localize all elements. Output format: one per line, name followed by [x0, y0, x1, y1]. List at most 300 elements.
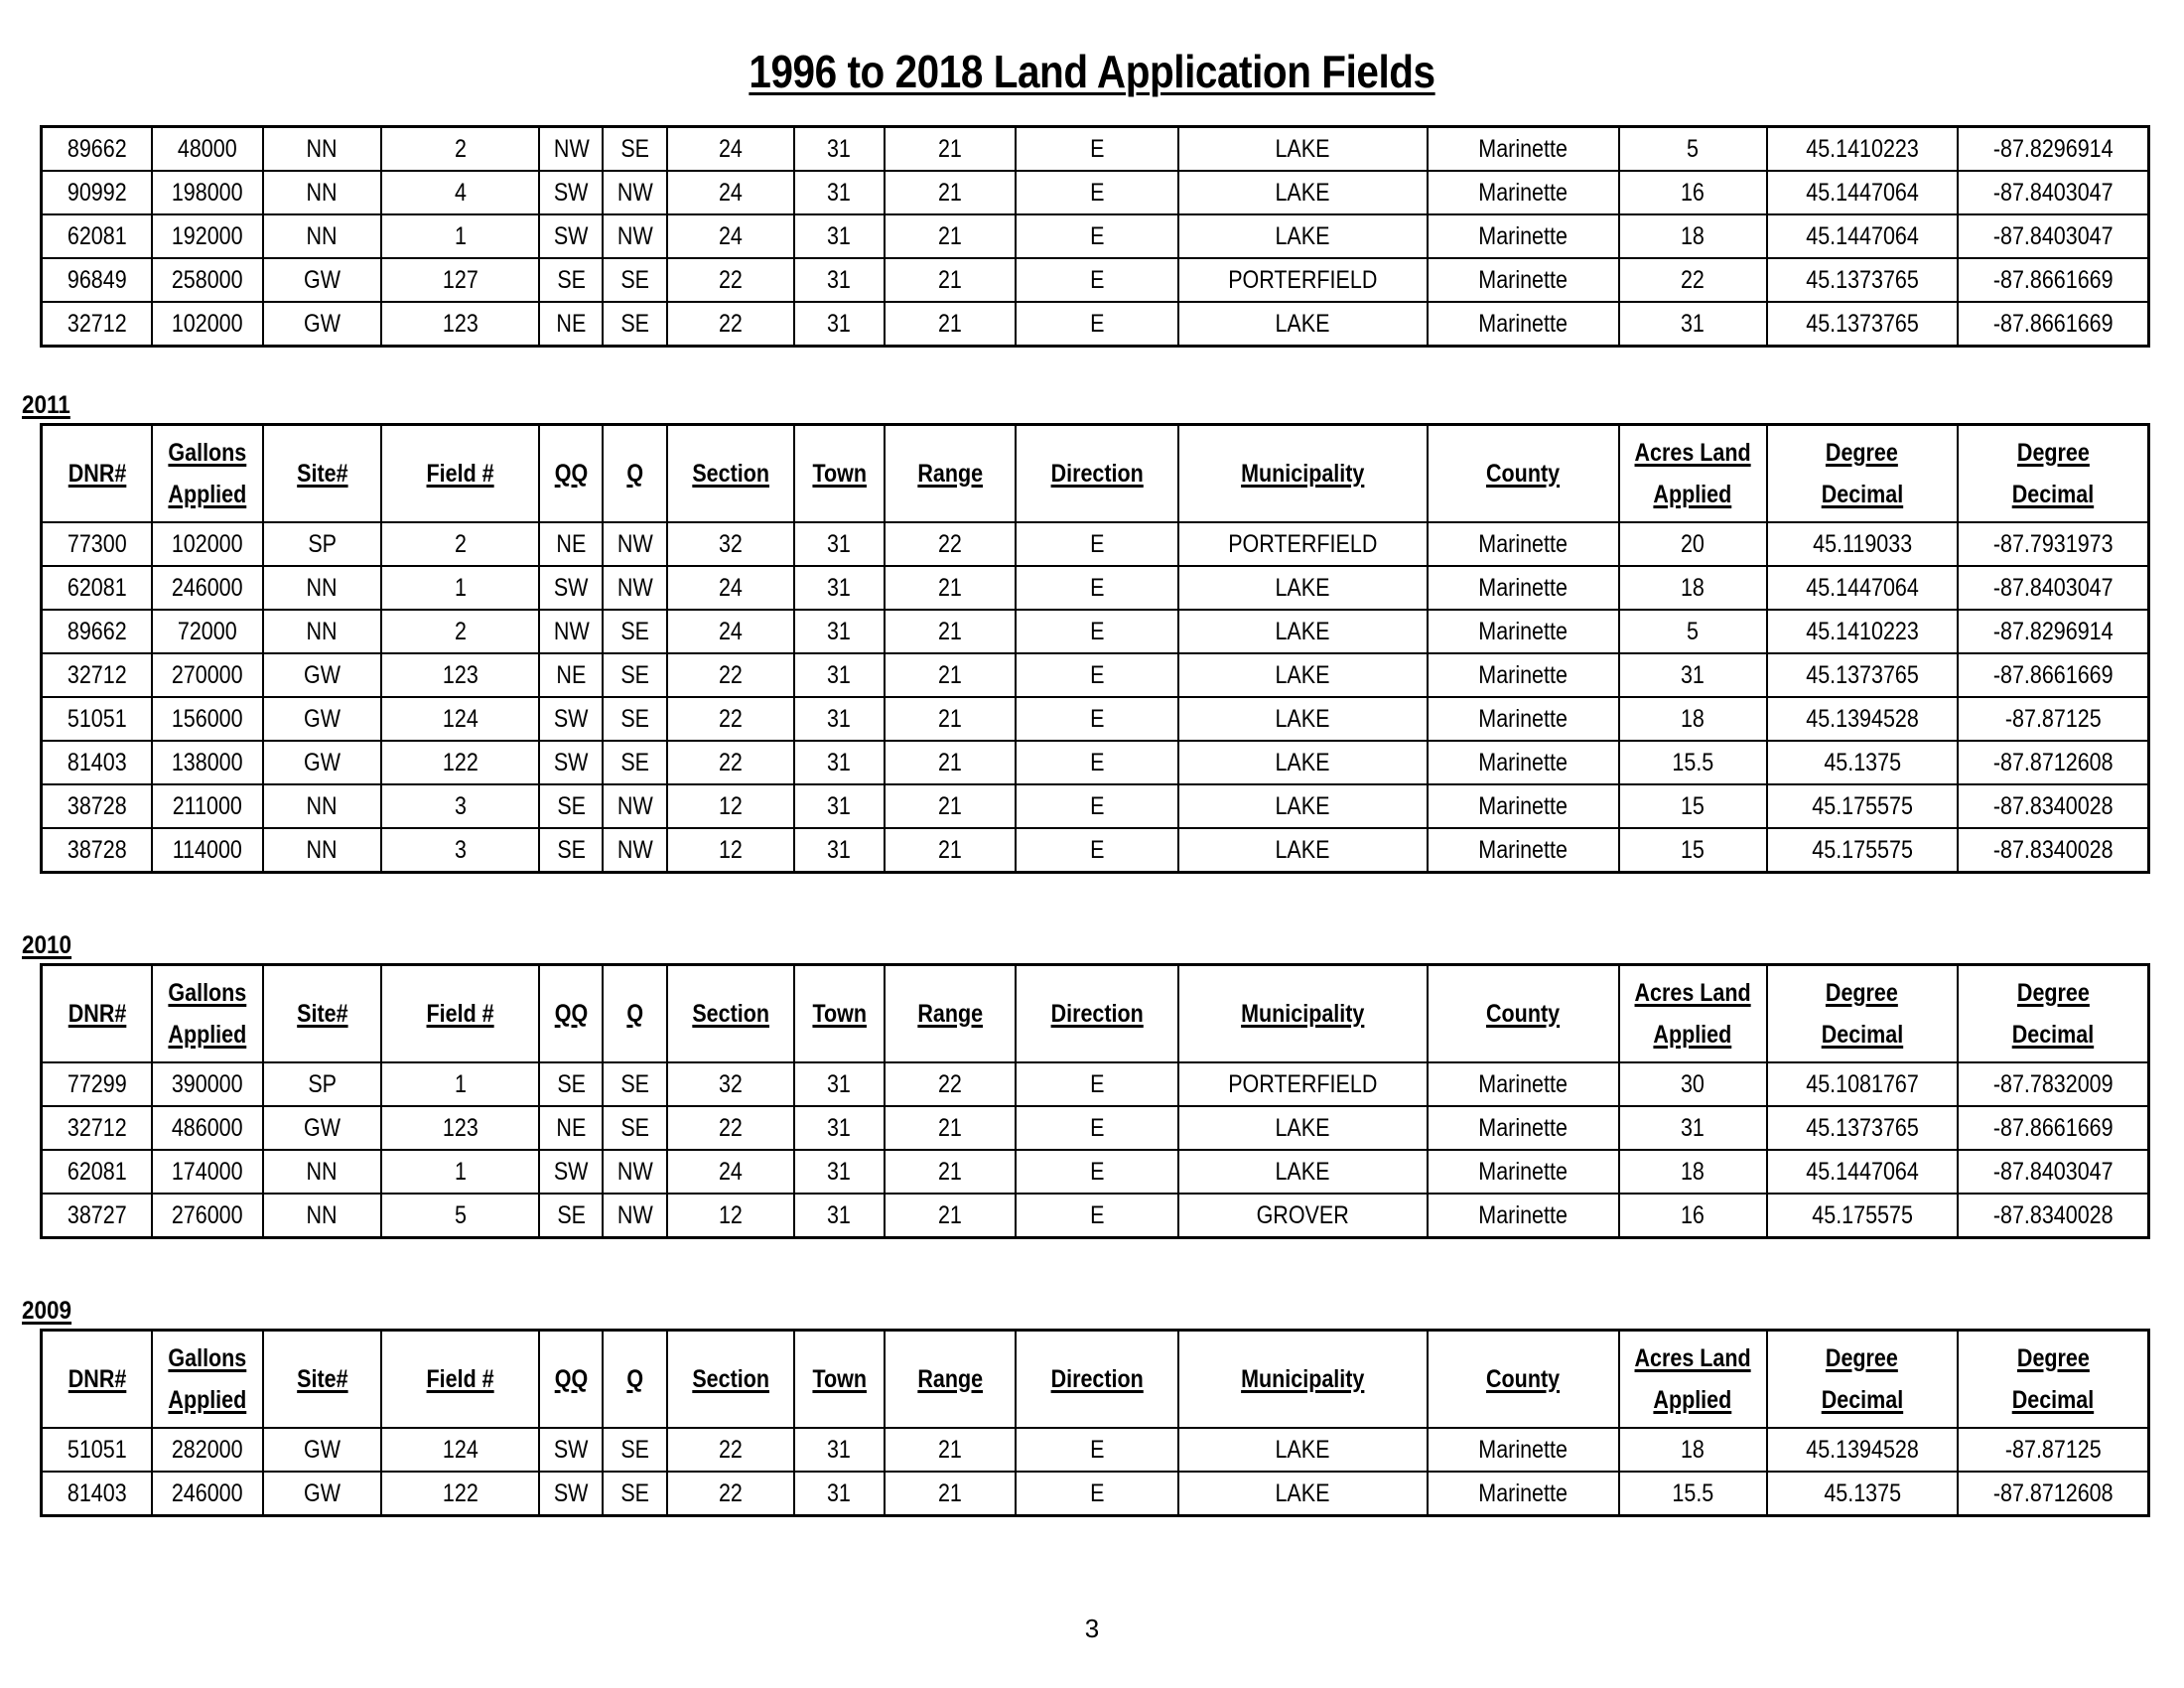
cell-site: [263, 1150, 381, 1194]
column-header-text: Applied: [168, 1385, 247, 1414]
cell-value: 45.1373765: [1805, 660, 1919, 689]
cell-value: 2: [454, 529, 467, 558]
cell-value: Marinette: [1478, 178, 1569, 207]
cell-value: 22: [718, 748, 743, 776]
cell-value: 24: [718, 617, 743, 645]
cell-qq: [539, 1472, 603, 1516]
cell-deg2: [1958, 566, 2149, 610]
cell-value: 22: [938, 529, 963, 558]
cell-value: SE: [556, 791, 586, 820]
cell-value: -87.8296914: [1992, 617, 2114, 645]
cell-muni: [1178, 653, 1428, 697]
cell-muni: [1178, 1194, 1428, 1238]
cell-value: 31: [827, 1113, 852, 1142]
column-header-text: Direction: [1050, 999, 1144, 1028]
cell-value: SE: [620, 748, 649, 776]
cell-gal: [152, 697, 263, 741]
cell-range: [885, 784, 1016, 828]
column-header-gal: [152, 965, 263, 1063]
cell-dnr: [42, 610, 153, 653]
cell-field: [381, 1428, 539, 1472]
cell-qq: [539, 741, 603, 784]
page-title: [131, 0, 2053, 95]
cell-value: 16: [1681, 1200, 1706, 1229]
cell-range: [885, 697, 1016, 741]
cell-gal: [152, 522, 263, 566]
column-header-range: [885, 1331, 1016, 1429]
cell-value: E: [1089, 178, 1105, 207]
column-header-dnr: [42, 425, 153, 523]
cell-site: [263, 1428, 381, 1472]
cell-value: LAKE: [1275, 660, 1330, 689]
cell-value: -87.8712608: [1992, 748, 2114, 776]
cell-q: [603, 1194, 666, 1238]
column-header-deg1: [1767, 1331, 1958, 1429]
cell-value: 31: [827, 1435, 852, 1464]
cell-value: 18: [1681, 704, 1706, 733]
cell-value: 31: [827, 1200, 852, 1229]
cell-qq: [539, 566, 603, 610]
cell-town: [794, 171, 885, 214]
table-header-row: [42, 965, 2149, 1063]
cell-dnr: [42, 1428, 153, 1472]
column-header-text: Acres Land: [1634, 978, 1751, 1007]
column-header-text: Gallons: [168, 978, 247, 1007]
cell-dnr: [42, 784, 153, 828]
column-header-text: Gallons: [168, 1343, 247, 1372]
cell-range: [885, 1062, 1016, 1106]
cell-field: [381, 1194, 539, 1238]
year-table-2010: [0, 931, 2184, 1239]
cell-value: 45.1447064: [1805, 1157, 1919, 1186]
column-header-text: Range: [917, 1364, 983, 1393]
cell-acres: [1619, 1150, 1767, 1194]
cell-value: 2: [454, 134, 467, 163]
cell-value: 21: [938, 134, 963, 163]
cell-qq: [539, 302, 603, 347]
cell-value: 32: [718, 1069, 743, 1098]
cell-deg1: [1767, 127, 1958, 172]
cell-deg1: [1767, 1150, 1958, 1194]
cell-acres: [1619, 522, 1767, 566]
cell-value: SE: [556, 835, 586, 864]
cell-range: [885, 214, 1016, 258]
cell-qq: [539, 653, 603, 697]
cell-dir: [1016, 214, 1177, 258]
cell-county: [1428, 653, 1618, 697]
cell-acres: [1619, 1472, 1767, 1516]
cell-section: [667, 653, 794, 697]
cell-section: [667, 1062, 794, 1106]
cell-value: Marinette: [1478, 704, 1569, 733]
cell-value: NN: [306, 1157, 338, 1186]
cell-value: 114000: [173, 835, 243, 864]
cell-deg2: [1958, 1106, 2149, 1150]
column-header-acres: [1619, 965, 1767, 1063]
cell-value: E: [1089, 1200, 1105, 1229]
cell-town: [794, 1106, 885, 1150]
cell-q: [603, 784, 666, 828]
cell-qq: [539, 828, 603, 873]
cell-value: NE: [556, 529, 587, 558]
cell-section: [667, 784, 794, 828]
cell-section: [667, 302, 794, 347]
cell-q: [603, 214, 666, 258]
cell-gal: [152, 610, 263, 653]
cell-acres: [1619, 610, 1767, 653]
cell-county: [1428, 127, 1618, 172]
cell-dir: [1016, 302, 1177, 347]
cell-value: NW: [553, 617, 590, 645]
land-application-table: [40, 1329, 2150, 1517]
cell-dnr: [42, 171, 153, 214]
cell-q: [603, 653, 666, 697]
column-header-text: QQ: [554, 459, 589, 488]
cell-deg2: [1958, 171, 2149, 214]
column-header-text: Degree: [1826, 978, 1899, 1007]
cell-qq: [539, 1150, 603, 1194]
cell-value: -87.8661669: [1992, 660, 2114, 689]
cell-value: 12: [718, 791, 743, 820]
cell-muni: [1178, 610, 1428, 653]
cell-value: 102000: [172, 309, 243, 338]
cell-value: PORTERFIELD: [1228, 1069, 1378, 1098]
cell-value: 31: [827, 835, 852, 864]
column-header-text: Degree: [1826, 438, 1899, 467]
cell-value: 21: [938, 1200, 963, 1229]
cell-q: [603, 566, 666, 610]
cell-county: [1428, 1194, 1618, 1238]
column-header-text: Decimal: [1821, 1385, 1903, 1414]
cell-value: Marinette: [1478, 660, 1569, 689]
cell-value: 32712: [67, 660, 127, 689]
cell-muni: [1178, 741, 1428, 784]
cell-county: [1428, 610, 1618, 653]
cell-field: [381, 784, 539, 828]
cell-value: 21: [938, 748, 963, 776]
cell-value: SE: [620, 265, 649, 294]
cell-range: [885, 1194, 1016, 1238]
cell-county: [1428, 214, 1618, 258]
cell-value: LAKE: [1275, 617, 1330, 645]
column-header-section: [667, 425, 794, 523]
cell-muni: [1178, 1150, 1428, 1194]
cell-town: [794, 741, 885, 784]
cell-value: Marinette: [1478, 265, 1569, 294]
cell-field: [381, 127, 539, 172]
cell-value: 21: [938, 178, 963, 207]
cell-qq: [539, 1428, 603, 1472]
cell-value: 246000: [172, 573, 243, 602]
cell-dir: [1016, 784, 1177, 828]
cell-value: NW: [553, 134, 590, 163]
cell-town: [794, 1428, 885, 1472]
cell-dnr: [42, 214, 153, 258]
cell-q: [603, 1150, 666, 1194]
cell-gal: [152, 171, 263, 214]
cell-town: [794, 653, 885, 697]
cell-muni: [1178, 784, 1428, 828]
cell-value: 31: [827, 617, 852, 645]
cell-value: Marinette: [1478, 835, 1569, 864]
cell-site: [263, 258, 381, 302]
cell-value: 2: [454, 617, 467, 645]
cell-section: [667, 610, 794, 653]
table-row: [42, 1194, 2149, 1238]
cell-section: [667, 258, 794, 302]
column-header-text: DNR#: [68, 459, 126, 488]
cell-town: [794, 828, 885, 873]
cell-county: [1428, 566, 1618, 610]
cell-value: Marinette: [1478, 134, 1569, 163]
cell-value: GW: [303, 1435, 341, 1464]
column-header-text: Municipality: [1241, 459, 1365, 488]
cell-town: [794, 258, 885, 302]
cell-value: 31: [1681, 660, 1706, 689]
cell-muni: [1178, 697, 1428, 741]
cell-qq: [539, 127, 603, 172]
cell-value: 123: [442, 309, 478, 338]
column-header-text: Direction: [1050, 459, 1144, 488]
cell-value: GW: [303, 1478, 341, 1507]
column-header-county: [1428, 1331, 1618, 1429]
cell-value: SE: [620, 660, 649, 689]
cell-value: 21: [938, 1157, 963, 1186]
cell-value: -87.7931973: [1992, 529, 2114, 558]
cell-value: 90992: [67, 178, 127, 207]
table-row: [42, 741, 2149, 784]
cell-section: [667, 741, 794, 784]
cell-q: [603, 1472, 666, 1516]
cell-site: [263, 1062, 381, 1106]
cell-deg1: [1767, 741, 1958, 784]
cell-value: 122: [442, 748, 478, 776]
cell-field: [381, 214, 539, 258]
column-header-text: Decimal: [2011, 1020, 2095, 1049]
table-row: [42, 171, 2149, 214]
cell-qq: [539, 522, 603, 566]
cell-deg1: [1767, 1062, 1958, 1106]
cell-range: [885, 1150, 1016, 1194]
cell-value: 45.175575: [1811, 835, 1913, 864]
table-row: [42, 1106, 2149, 1150]
cell-q: [603, 610, 666, 653]
cell-value: 15.5: [1672, 1478, 1713, 1507]
cell-value: E: [1089, 529, 1105, 558]
cell-value: 31: [827, 660, 852, 689]
cell-value: NW: [616, 178, 653, 207]
cell-value: 22: [938, 1069, 963, 1098]
cell-value: 21: [938, 660, 963, 689]
cell-qq: [539, 214, 603, 258]
column-header-deg2: [1958, 965, 2149, 1063]
column-header-section: [667, 1331, 794, 1429]
column-header-text: Degree: [2016, 438, 2090, 467]
year-table-2009: [0, 1297, 2184, 1517]
cell-county: [1428, 1062, 1618, 1106]
cell-acres: [1619, 1106, 1767, 1150]
cell-value: LAKE: [1275, 748, 1330, 776]
cell-value: Marinette: [1478, 1478, 1569, 1507]
cell-value: E: [1089, 1069, 1105, 1098]
column-header-text: Town: [812, 459, 867, 488]
cell-value: Marinette: [1478, 1069, 1569, 1098]
cell-value: 45.1394528: [1805, 1435, 1919, 1464]
cell-value: 24: [718, 178, 743, 207]
cell-value: 138000: [172, 748, 243, 776]
cell-value: 15: [1681, 791, 1706, 820]
column-header-range: [885, 965, 1016, 1063]
cell-dnr: [42, 1472, 153, 1516]
cell-deg2: [1958, 653, 2149, 697]
cell-value: SW: [554, 748, 589, 776]
cell-deg2: [1958, 697, 2149, 741]
cell-dnr: [42, 1150, 153, 1194]
title-spacer: [0, 95, 2184, 125]
cell-value: SE: [620, 134, 649, 163]
cell-value: NN: [306, 835, 338, 864]
cell-value: 51051: [67, 1435, 127, 1464]
column-header-muni: [1178, 425, 1428, 523]
cell-field: [381, 302, 539, 347]
cell-value: Marinette: [1478, 529, 1569, 558]
cell-value: GW: [303, 748, 341, 776]
cell-site: [263, 1472, 381, 1516]
cell-value: 5: [1687, 134, 1700, 163]
cell-value: 62081: [67, 573, 127, 602]
cell-site: [263, 741, 381, 784]
cell-value: 31: [827, 529, 852, 558]
table-row: [42, 1150, 2149, 1194]
cell-value: 122: [442, 1478, 478, 1507]
cell-value: SE: [620, 1435, 649, 1464]
column-header-text: Gallons: [168, 438, 247, 467]
cell-gal: [152, 1062, 263, 1106]
cell-value: 124: [442, 1435, 478, 1464]
cell-q: [603, 1062, 666, 1106]
cell-site: [263, 522, 381, 566]
cell-dir: [1016, 1106, 1177, 1150]
cell-gal: [152, 1472, 263, 1516]
cell-value: 18: [1681, 573, 1706, 602]
column-header-qq: [539, 425, 603, 523]
cell-value: 21: [938, 265, 963, 294]
cell-field: [381, 653, 539, 697]
cell-value: 16: [1681, 178, 1706, 207]
cell-range: [885, 741, 1016, 784]
cell-deg2: [1958, 214, 2149, 258]
cell-dir: [1016, 1428, 1177, 1472]
column-header-text: Decimal: [1821, 1020, 1903, 1049]
column-header-field: [381, 1331, 539, 1429]
cell-section: [667, 1472, 794, 1516]
cell-qq: [539, 171, 603, 214]
cell-dir: [1016, 127, 1177, 172]
cell-town: [794, 522, 885, 566]
cell-value: 24: [718, 573, 743, 602]
year-heading: 2010: [22, 931, 72, 960]
cell-value: 45.1373765: [1805, 309, 1919, 338]
cell-value: 45.1410223: [1805, 134, 1919, 163]
table-header-row: [42, 1331, 2149, 1429]
cell-value: 45.1081767: [1805, 1069, 1919, 1098]
cell-value: 5: [1687, 617, 1700, 645]
cell-qq: [539, 697, 603, 741]
cell-field: [381, 610, 539, 653]
cell-value: 22: [1681, 265, 1706, 294]
page-title-text: 1996 to 2018 Land Application Fields: [749, 46, 1435, 97]
cell-value: 127: [442, 265, 478, 294]
cell-value: NN: [306, 134, 338, 163]
column-header-text: Decimal: [2011, 1385, 2095, 1414]
cell-value: NN: [306, 221, 338, 250]
year-table-continued: [0, 125, 2184, 348]
column-header-acres: [1619, 425, 1767, 523]
cell-value: Marinette: [1478, 309, 1569, 338]
column-header-text: Applied: [168, 1020, 247, 1049]
cell-dnr: [42, 1194, 153, 1238]
cell-value: E: [1089, 1478, 1105, 1507]
cell-q: [603, 522, 666, 566]
table-row: [42, 522, 2149, 566]
cell-dnr: [42, 566, 153, 610]
cell-value: 211000: [173, 791, 243, 820]
cell-value: LAKE: [1275, 1478, 1330, 1507]
cell-value: 276000: [172, 1200, 243, 1229]
cell-section: [667, 1150, 794, 1194]
cell-value: 21: [938, 704, 963, 733]
cell-muni: [1178, 258, 1428, 302]
cell-town: [794, 302, 885, 347]
cell-value: 21: [938, 835, 963, 864]
cell-value: LAKE: [1275, 835, 1330, 864]
cell-value: 31: [827, 1069, 852, 1098]
cell-value: -87.8340028: [1992, 1200, 2114, 1229]
cell-range: [885, 522, 1016, 566]
column-header-text: QQ: [554, 1364, 589, 1393]
cell-range: [885, 302, 1016, 347]
cell-qq: [539, 784, 603, 828]
cell-value: 21: [938, 1435, 963, 1464]
column-header-text: Range: [917, 459, 983, 488]
cell-value: Marinette: [1478, 1435, 1569, 1464]
cell-value: 31: [827, 134, 852, 163]
cell-acres: [1619, 302, 1767, 347]
cell-value: 102000: [172, 529, 243, 558]
cell-value: 77300: [67, 529, 127, 558]
cell-value: LAKE: [1275, 134, 1330, 163]
cell-county: [1428, 741, 1618, 784]
cell-qq: [539, 1062, 603, 1106]
cell-value: 45.1394528: [1805, 704, 1919, 733]
cell-value: NE: [556, 660, 587, 689]
cell-value: 156000: [172, 704, 243, 733]
cell-section: [667, 1428, 794, 1472]
cell-value: 81403: [67, 748, 127, 776]
cell-value: 24: [718, 1157, 743, 1186]
cell-site: [263, 653, 381, 697]
column-header-text: Town: [812, 999, 867, 1028]
cell-value: GROVER: [1256, 1200, 1350, 1229]
cell-deg1: [1767, 214, 1958, 258]
page-number: 3: [1084, 1614, 1100, 1643]
cell-value: 1: [454, 1157, 467, 1186]
cell-deg2: [1958, 258, 2149, 302]
cell-value: 192000: [172, 221, 243, 250]
cell-acres: [1619, 214, 1767, 258]
column-header-site: [263, 965, 381, 1063]
column-header-muni: [1178, 1331, 1428, 1429]
